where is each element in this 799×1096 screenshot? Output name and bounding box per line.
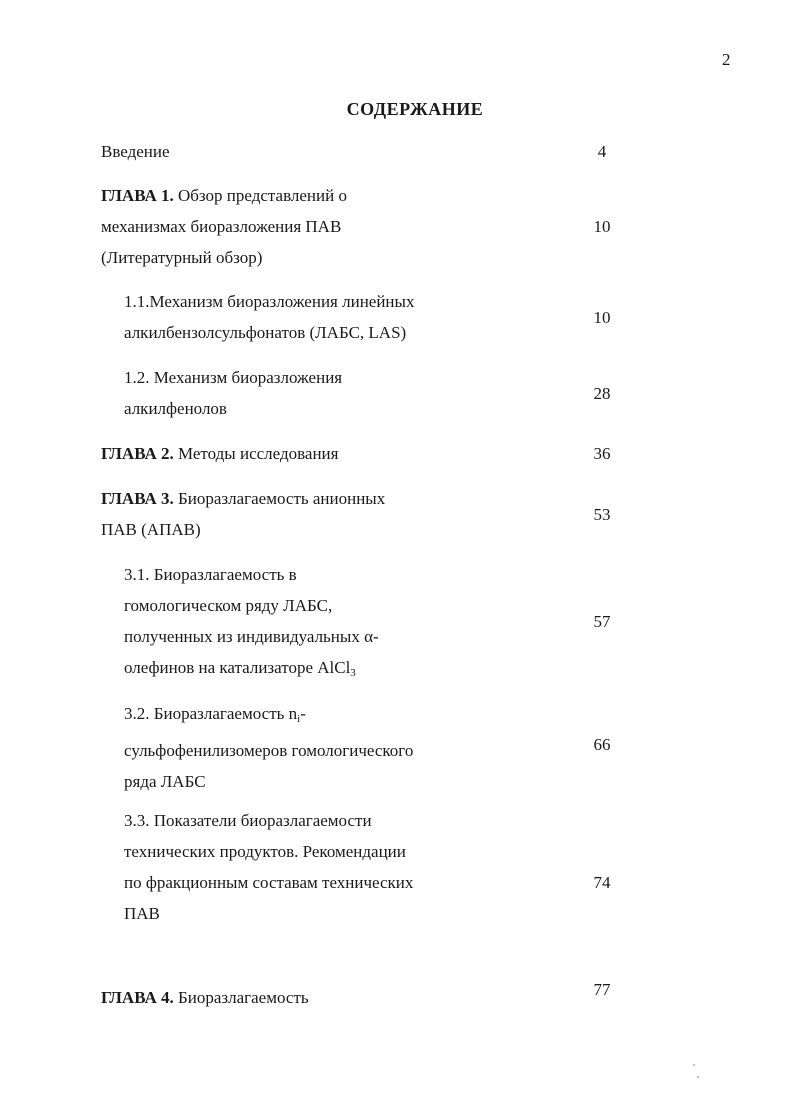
toc-entry-text: олефинов на катализаторе AlCl	[124, 658, 351, 677]
subscript: 3	[350, 667, 356, 679]
toc-page-number: 53	[593, 505, 611, 524]
chapter-label: ГЛАВА 1.	[101, 186, 174, 205]
toc-entry-text: механизмах биоразложения ПАВ	[101, 217, 342, 236]
chapter-label: ГЛАВА 3.	[101, 489, 174, 508]
toc-entry-text: Методы исследования	[173, 444, 339, 463]
toc-entry-text: 3.3. Показатели биоразлагаемости	[124, 811, 372, 830]
toc-entry-section-3-1	[124, 559, 379, 689]
toc-page-number: 28	[593, 384, 611, 403]
toc-entry-chapter-4	[101, 982, 309, 1013]
toc-entry-text: 3.1. Биоразлагаемость в	[124, 565, 297, 584]
toc-page-number: 10	[593, 308, 611, 327]
toc-entry-text: по фракционным составам технических	[124, 873, 414, 892]
toc-entry-intro	[101, 136, 170, 167]
toc-entry-text: Обзор представлений о	[173, 186, 347, 205]
toc-entry-text: (Литературный обзор)	[101, 248, 263, 267]
toc-entry-text: 1.1.Механизм биоразложения линейных	[124, 292, 415, 311]
page-title: СОДЕРЖАНИЕ	[346, 99, 484, 119]
toc-entry-text: 1.2. Механизм биоразложения	[124, 368, 343, 387]
chapter-label: ГЛАВА 4.	[101, 988, 174, 1007]
toc-page-number: 77	[593, 980, 611, 999]
scan-speck	[697, 1076, 699, 1078]
toc-page-number: 36	[593, 444, 611, 463]
toc-page-number: 57	[593, 612, 611, 631]
toc-entry-section-3-2	[124, 698, 413, 797]
toc-entry-text: технических продуктов. Рекомендации	[124, 842, 406, 861]
toc-entry-text: сульфофенилизомеров гомологического	[124, 741, 414, 760]
toc-entry-section-3-3	[124, 805, 413, 929]
toc-entry-text: ПАВ	[124, 904, 160, 923]
toc-entry-section-1-1	[124, 286, 414, 348]
subscript: i	[297, 713, 301, 725]
toc-entry-text: ряда ЛАБС	[124, 772, 206, 791]
toc-entry-text: 3.2. Биоразлагаемость n	[124, 704, 298, 723]
toc-entry-text: алкилбензолсульфонатов (ЛАБС, LAS)	[124, 323, 407, 342]
toc-page-number: 4	[597, 142, 607, 161]
toc-entry-text: Биоразлагаемость	[173, 988, 309, 1007]
toc-entry-section-1-2	[124, 362, 342, 424]
toc-entry-text: алкилфенолов	[124, 399, 227, 418]
toc-entry-text: Биоразлагаемость анионных	[173, 489, 386, 508]
chapter-label: ГЛАВА 2.	[101, 444, 174, 463]
toc-entry-chapter-2	[101, 438, 338, 469]
toc-entry-chapter-3	[101, 483, 385, 545]
toc-page-number: 74	[593, 873, 611, 892]
toc-entry-chapter-1	[101, 180, 347, 273]
toc-entry-text: ПАВ (АПАВ)	[101, 520, 201, 539]
toc-entry-text: полученных из индивидуальных α-	[124, 627, 379, 646]
scan-speck	[693, 1064, 695, 1066]
page-number: 2	[722, 50, 731, 69]
toc-entry-text: гомологическом ряду ЛАБС,	[124, 596, 333, 615]
toc-entry-text: -	[300, 704, 306, 723]
toc-entry-text: Введение	[101, 142, 170, 161]
toc-page-number: 10	[593, 217, 611, 236]
toc-page-number: 66	[593, 735, 611, 754]
